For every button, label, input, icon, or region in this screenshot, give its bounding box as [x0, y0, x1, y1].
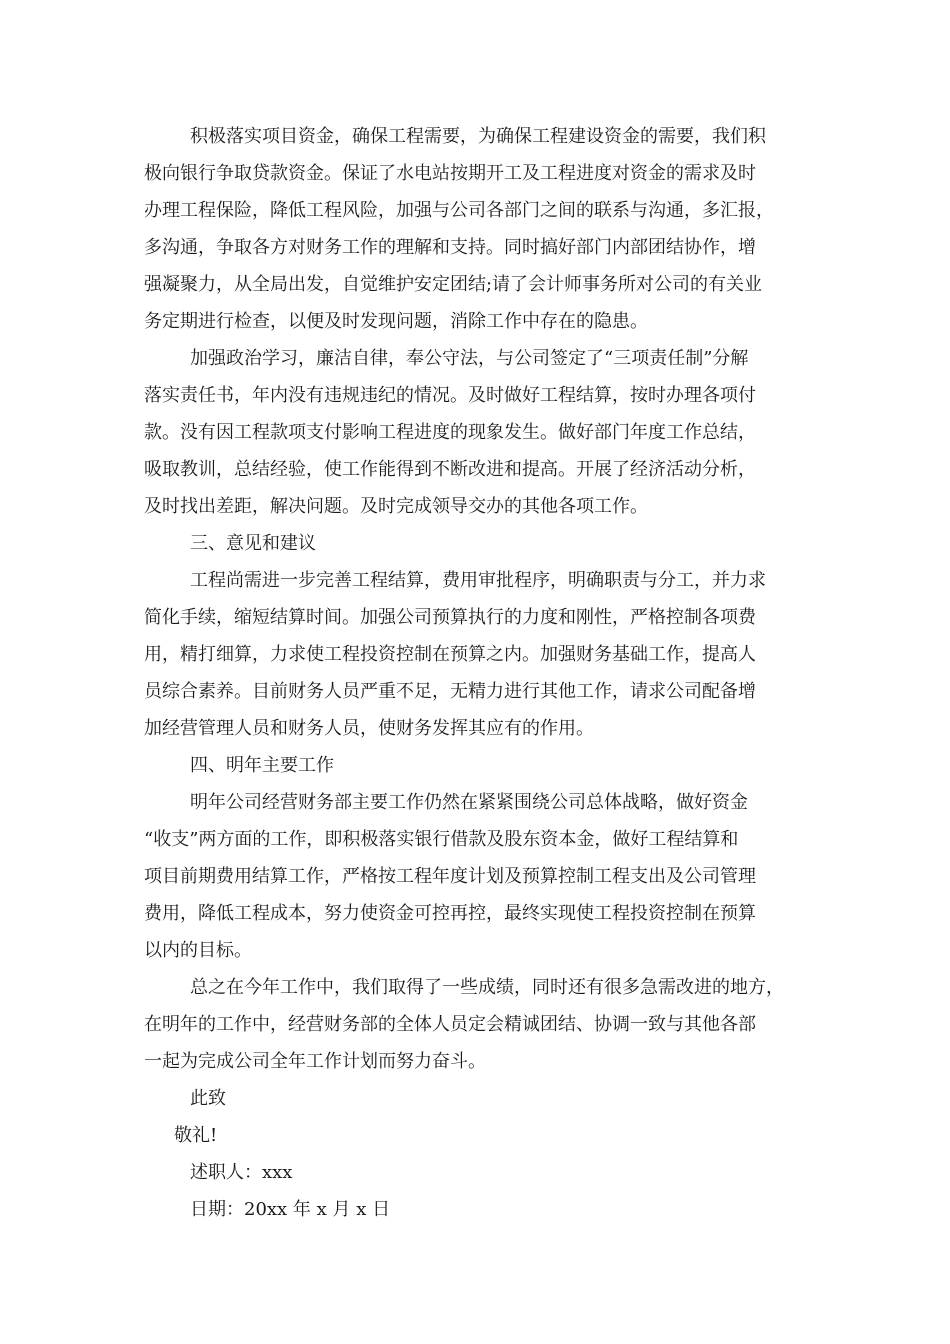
- text-line: 费用，降低工程成本，努力使资金可控再控，最终实现使工程投资控制在预算: [144, 903, 756, 924]
- text-line: 加强政治学习，廉洁自律，奉公守法，与公司签定了“三项责任制”分解: [190, 348, 749, 369]
- text-line: 明年公司经营财务部主要工作仍然在紧紧围绕公司总体战略，做好资金: [190, 792, 748, 813]
- text-line: 强凝聚力，从全局出发，自觉维护安定团结;请了会计师事务所对公司的有关业: [144, 274, 763, 295]
- presenter-signature: 述职人：xxx: [190, 1162, 293, 1183]
- report-date: 日期：20xx 年 x 月 x 日: [190, 1199, 391, 1220]
- text-line: 款。没有因工程款项支付影响工程进度的现象发生。做好部门年度工作总结，: [144, 422, 756, 443]
- section-heading-next-year: 四、明年主要工作: [190, 755, 334, 776]
- text-line: 在明年的工作中，经营财务部的全体人员定会精诚团结、协调一致与其他各部: [144, 1014, 756, 1035]
- document-body: [144, 118, 812, 1228]
- paragraph-next-year-work: [144, 784, 812, 969]
- text-line: 员综合素养。目前财务人员严重不足，无精力进行其他工作，请求公司配备增: [144, 681, 756, 702]
- text-line: “收支”两方面的工作，即积极落实银行借款及股东资本金，做好工程结算和: [144, 829, 739, 850]
- closing-block: [144, 1080, 812, 1228]
- text-line: 用，精打细算，力求使工程投资控制在预算之内。加强财务基础工作，提高人: [144, 644, 756, 665]
- text-line: 积极落实项目资金，确保工程需要，为确保工程建设资金的需要，我们积: [190, 126, 766, 147]
- text-line: 项目前期费用结算工作，严格按工程年度计划及预算控制工程支出及公司管理: [144, 866, 756, 887]
- text-line: 吸取教训，总结经验，使工作能得到不断改进和提高。开展了经济活动分析，: [144, 459, 756, 480]
- salutation-cizhi: 此致: [190, 1088, 226, 1109]
- text-line: 总之在今年工作中，我们取得了一些成绩，同时还有很多急需改进的地方，: [190, 977, 784, 998]
- text-line: 以内的目标。: [144, 940, 252, 961]
- text-line: 及时找出差距，解决问题。及时完成领导交办的其他各项工作。: [144, 496, 648, 517]
- text-line: 落实责任书，年内没有违规违纪的情况。及时做好工程结算，按时办理各项付: [144, 385, 756, 406]
- text-line: 极向银行争取贷款资金。保证了水电站按期开工及工程进度对资金的需求及时: [144, 163, 756, 184]
- salutation-jingli: 敬礼!: [174, 1125, 218, 1146]
- text-line: 工程尚需进一步完善工程结算，费用审批程序，明确职责与分工，并力求: [190, 570, 766, 591]
- text-line: 一起为完成公司全年工作计划而努力奋斗。: [144, 1051, 486, 1072]
- section-heading-suggestions: 三、意见和建议: [190, 533, 316, 554]
- paragraph-political-study: [144, 340, 812, 525]
- paragraph-project-funds: [144, 118, 812, 340]
- paragraph-summary: [144, 969, 812, 1080]
- text-line: 加经营管理人员和财务人员，使财务发挥其应有的作用。: [144, 718, 594, 739]
- text-line: 办理工程保险，降低工程风险，加强与公司各部门之间的联系与沟通，多汇报，: [144, 200, 774, 221]
- paragraph-suggestions: [144, 562, 812, 747]
- text-line: 简化手续，缩短结算时间。加强公司预算执行的力度和刚性，严格控制各项费: [144, 607, 756, 628]
- text-line: 多沟通，争取各方对财务工作的理解和支持。同时搞好部门内部团结协作，增: [144, 237, 756, 258]
- text-line: 务定期进行检查，以便及时发现问题，消除工作中存在的隐患。: [144, 311, 648, 332]
